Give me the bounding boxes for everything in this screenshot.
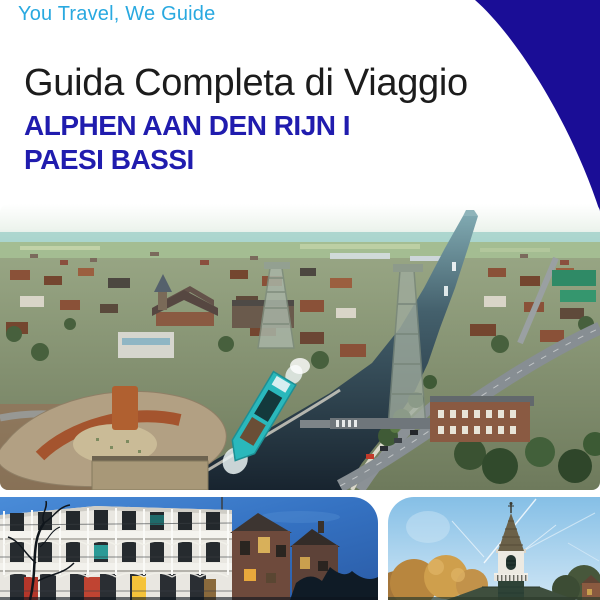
- corner-accent-shape: [470, 0, 600, 212]
- hero-photo-aerial-canal: [0, 204, 600, 490]
- photo-church-steeple: [388, 497, 600, 600]
- page-title: Guida Completa di Viaggio: [24, 62, 468, 104]
- photo-dusk-apartments: [0, 497, 378, 600]
- brand-tagline: You Travel, We Guide: [18, 3, 216, 25]
- destination-line1: ALPHEN AAN DEN RIJN I: [24, 110, 351, 141]
- destination-subtitle: [24, 109, 350, 177]
- destination-line2: PAESI BASSI: [24, 144, 194, 175]
